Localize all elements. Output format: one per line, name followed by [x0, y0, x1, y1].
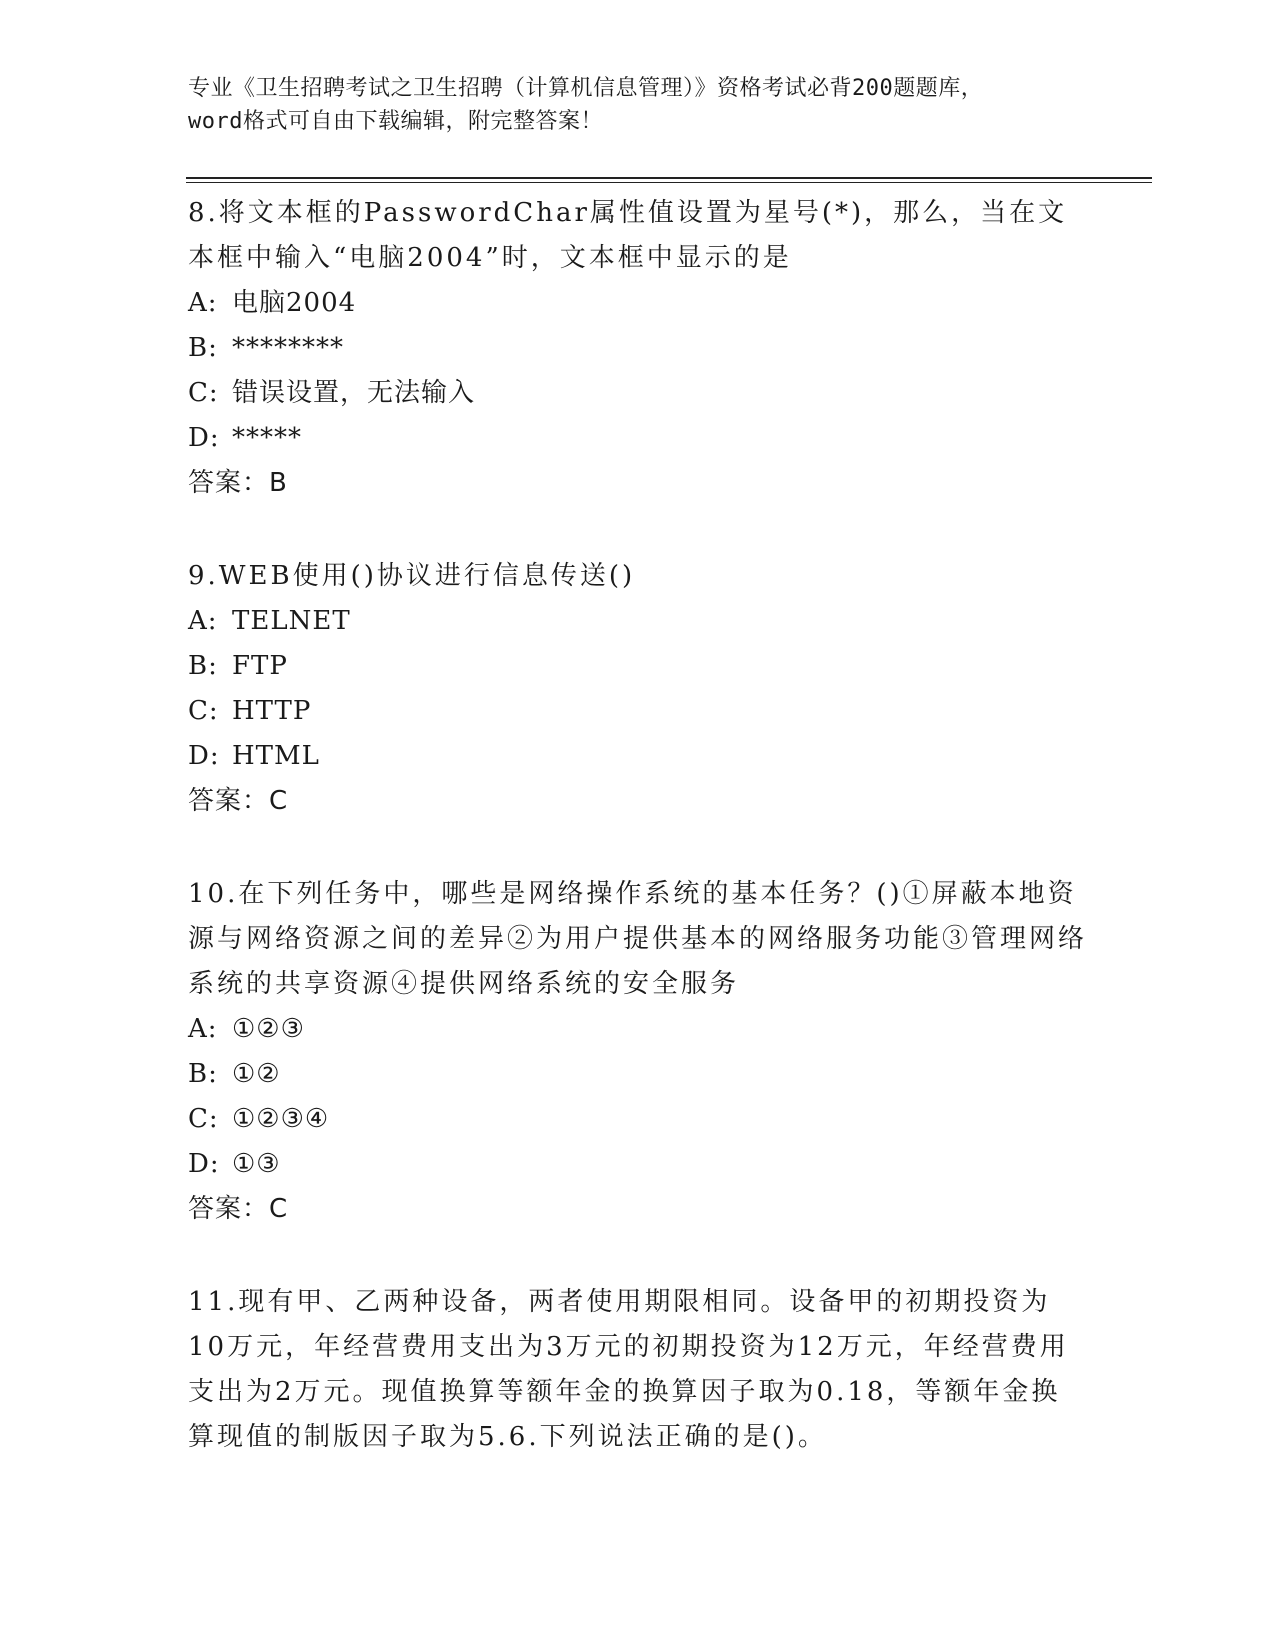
question-10 — [188, 872, 1088, 1232]
option-b — [188, 1052, 1088, 1097]
option-letter: C: — [188, 696, 219, 726]
option-c — [188, 371, 1088, 416]
option-d — [188, 1142, 1088, 1187]
question-stem: 11.现有甲、乙两种设备，两者使用期限相同。设备甲的初期投资为10万元，年经营费用支出为3万元的初期投资为12万元，年经营费用支出为2万元。现值换算等额年金的换算因子取为0.18，等额年金换算现值的制版因子取为5.6.下列说法正确的是()。 — [188, 1287, 1069, 1452]
option-letter: D: — [188, 423, 220, 453]
option-text: ①③ — [232, 1149, 281, 1179]
option-c — [188, 689, 1088, 734]
option-text: TELNET — [232, 606, 351, 636]
document-header — [188, 72, 1088, 138]
question-stem: 8.将文本框的PasswordChar属性值设置为星号(*)，那么，当在文本框中输入“电脑2004”时，文本框中显示的是 — [188, 198, 1068, 273]
option-a — [188, 1007, 1088, 1052]
option-b — [188, 644, 1088, 689]
option-text: 错误设置，无法输入 — [232, 378, 476, 408]
question-list — [188, 191, 1088, 1508]
option-text: FTP — [232, 651, 288, 681]
question-9 — [188, 554, 1088, 824]
option-text: ***** — [232, 423, 302, 453]
answer-line: 答案：B — [188, 468, 288, 498]
header-divider-thin — [186, 182, 1152, 183]
answer-line: 答案：C — [188, 1194, 289, 1224]
option-letter: B: — [188, 333, 218, 363]
option-text: HTTP — [232, 696, 312, 726]
header-divider-thick — [186, 177, 1152, 179]
question-11 — [188, 1280, 1088, 1460]
option-letter: D: — [188, 1149, 220, 1179]
option-text: ①② — [232, 1059, 281, 1089]
option-text: ******** — [232, 333, 344, 363]
option-letter: C: — [188, 378, 219, 408]
header-line-1: 专业《卫生招聘考试之卫生招聘（计算机信息管理）》资格考试必背200题题库， — [188, 76, 984, 101]
option-text: ①②③ — [232, 1014, 305, 1044]
option-letter: B: — [188, 1059, 218, 1089]
option-letter: A: — [188, 606, 218, 636]
option-d — [188, 416, 1088, 461]
option-text: ①②③④ — [232, 1104, 330, 1134]
option-letter: D: — [188, 741, 220, 771]
option-c — [188, 1097, 1088, 1142]
option-a — [188, 599, 1088, 644]
option-letter: A: — [188, 1014, 218, 1044]
option-letter: A: — [188, 288, 218, 318]
option-letter: C: — [188, 1104, 219, 1134]
option-d — [188, 734, 1088, 779]
option-b — [188, 326, 1088, 371]
option-letter: B: — [188, 651, 218, 681]
question-stem: 10.在下列任务中，哪些是网络操作系统的基本任务？()①屏蔽本地资源与网络资源之间的差异②为用户提供基本的网络服务功能③管理网络系统的共享资源④提供网络系统的安全服务 — [188, 879, 1088, 999]
option-text: HTML — [232, 741, 320, 771]
question-stem: 9.WEB使用()协议进行信息传送() — [188, 561, 636, 591]
option-a — [188, 281, 1088, 326]
answer-line: 答案：C — [188, 786, 289, 816]
question-8 — [188, 191, 1088, 506]
option-text: 电脑2004 — [232, 288, 357, 318]
header-line-2: word格式可自由下载编辑，附完整答案！ — [188, 109, 603, 134]
